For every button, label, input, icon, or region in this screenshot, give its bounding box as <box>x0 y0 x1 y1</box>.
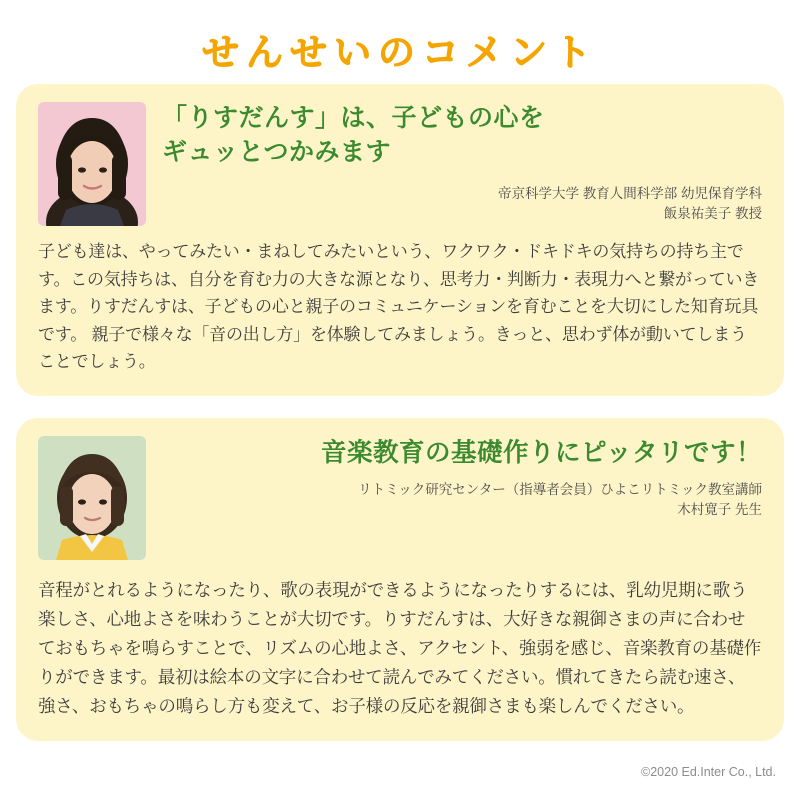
teacher-name-2: 木村寛子 先生 <box>677 502 762 518</box>
card-heading-1 <box>162 102 762 170</box>
card-heading-1-line2: ギュッとつかみます <box>162 137 392 166</box>
card-header-2 <box>38 436 762 560</box>
card-header-1 <box>38 102 762 226</box>
card-heading-2-line1: 音楽教育の基礎作りにピッタリです！ <box>321 438 762 467</box>
card-body-text-2: 音程がとれるようになったり、歌の表現ができるようになったりするには、乳幼児期に歌う楽しさ、心地よさを味わうことが大切です。りすだんすは、大好きな親御さまの声に合わせておもちゃを鳴らすことで、リズムの心地よさ、アクセント、強弱を感じ、音楽教育の基礎作りができます。最初は絵本の文字に合わせて読んでみてください。慣れてきたら読む速さ、強さ、おもちゃの鳴らし方も変えて、お子様の反応を親御さまも楽しんでください。 <box>38 579 762 716</box>
card-heading-block-2 <box>146 436 762 521</box>
page-title: せんせいのコメント <box>202 32 598 73</box>
teacher-portrait-2 <box>38 436 146 560</box>
affiliation-text-2: リトミック研究センター（指導者会員）ひよこリトミック教室講師 <box>358 482 762 498</box>
teacher-comment-card-1 <box>16 84 784 396</box>
card-body-2 <box>38 576 762 721</box>
card-body-text-1: 子ども達は、やってみたい・まねしてみたいという、ワクワク・ドキドキの気持ちの持ち主です。この気持ちは、自分を育む力の大きな源となり、思考力・判断力・表現力へと繋がっていきます。りすだんすは、子どもの心と親子のコミュニケーションを育むことを大切にした知育玩具です。 親子で様々な「音の出し方」を体験してみましょう。きっと、思わず体が動いてしまうことでしょう。 <box>38 242 760 372</box>
card-heading-2 <box>162 436 762 470</box>
teacher-portrait-1 <box>38 102 146 226</box>
page-header <box>0 0 800 84</box>
copyright-text: ©2020 Ed.Inter Co., Ltd. <box>641 764 776 779</box>
card-heading-1-line1: 「りすだんす」は、子どもの心を <box>162 104 545 132</box>
teacher-name-1: 飯泉祐美子 教授 <box>663 205 762 221</box>
teacher-comment-card-2 <box>16 418 784 741</box>
card-body-1 <box>38 238 762 376</box>
card-affiliation-2 <box>162 480 762 521</box>
card-affiliation-1 <box>162 184 762 225</box>
affiliation-text-1: 帝京科学大学 教育人間科学部 幼児保育学科 <box>497 185 762 201</box>
card-heading-block-1 <box>146 102 762 224</box>
footer <box>0 763 800 779</box>
